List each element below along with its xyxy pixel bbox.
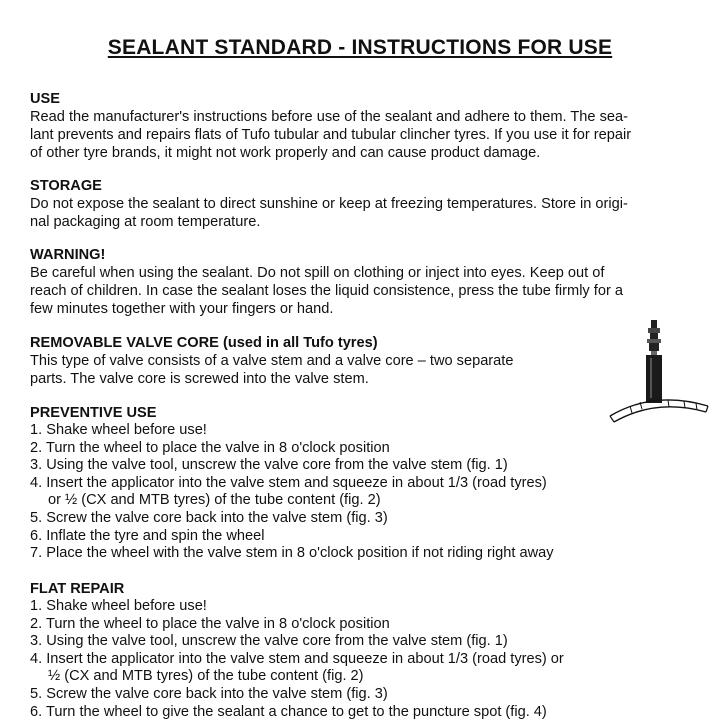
warning-heading: WARNING! xyxy=(30,247,106,263)
list-item: ½ (CX and MTB tyres) of the tube content (fig. 2) xyxy=(48,668,364,685)
list-item: 6. Turn the wheel to give the sealant a chance to get to the puncture spot (fig. 4) xyxy=(30,703,547,720)
flat-repair-heading: FLAT REPAIR xyxy=(30,581,125,597)
valve-core-heading: REMOVABLE VALVE CORE (used in all Tufo tyres) xyxy=(30,335,378,351)
storage-heading: STORAGE xyxy=(30,178,102,194)
list-item: 1. Shake wheel before use! xyxy=(30,598,207,614)
warning-line-2: reach of children. In case the sealant loses the liquid consistence, press the tube firmly for a xyxy=(30,283,623,299)
storage-line-1: Do not expose the sealant to direct sunshine or keep at freezing temperatures. Store in origi- xyxy=(30,196,628,212)
use-line-1: Read the manufacturer's instructions before use of the sealant and adhere to them. The sea- xyxy=(30,109,628,125)
warning-section xyxy=(30,246,708,318)
list-item: 3. Using the valve tool, unscrew the valve core from the valve stem (fig. 1) xyxy=(30,633,508,650)
valve-core-section xyxy=(30,334,610,388)
warning-line-3: few minutes together with your fingers or hand. xyxy=(30,301,334,317)
list-item: 5. Screw the valve core back into the valve stem (fig. 3) xyxy=(30,509,388,526)
list-item: 2. Turn the wheel to place the valve in 8 o'clock position xyxy=(30,615,390,632)
use-section xyxy=(30,90,708,162)
page-title: SEALANT STANDARD - INSTRUCTIONS FOR USE xyxy=(107,36,613,59)
flat-repair-list xyxy=(30,598,708,721)
use-line-2: lant prevents and repairs flats of Tufo tubular and tubular clincher tyres. If you use it for repair xyxy=(30,127,632,143)
list-item: 2. Turn the wheel to place the valve in 8 o'clock position xyxy=(30,439,390,456)
list-item: 4. Insert the applicator into the valve stem and squeeze in about 1/3 (road tyres) xyxy=(30,474,547,491)
storage-section xyxy=(30,177,708,231)
list-item: 3. Using the valve tool, unscrew the valve core from the valve stem (fig. 1) xyxy=(30,457,508,474)
use-heading: USE xyxy=(30,91,61,107)
list-item: 5. Screw the valve core back into the valve stem (fig. 3) xyxy=(30,685,388,702)
list-item: 7. Place the wheel with the valve stem in 8 o'clock position if not riding right away xyxy=(30,545,554,562)
warning-line-1: Be careful when using the sealant. Do not spill on clothing or inject into eyes. Keep out of xyxy=(30,265,605,281)
flat-repair-section xyxy=(30,580,708,721)
list-item: 6. Inflate the tyre and spin the wheel xyxy=(30,527,265,544)
preventive-use-list xyxy=(30,422,708,563)
list-item: 1. Shake wheel before use! xyxy=(30,422,207,438)
list-item: or ½ (CX and MTB tyres) of the tube content (fig. 2) xyxy=(48,492,381,509)
use-line-3: of other tyre brands, it might not work properly and can cause product damage. xyxy=(30,145,541,161)
storage-line-2: nal packaging at room temperature. xyxy=(30,214,261,230)
valve-core-line-2: parts. The valve core is screwed into the valve stem. xyxy=(30,371,369,387)
list-item: 4. Insert the applicator into the valve stem and squeeze in about 1/3 (road tyres) or xyxy=(30,650,564,667)
valve-core-line-1: This type of valve consists of a valve stem and a valve core – two separate xyxy=(30,353,514,369)
preventive-use-section xyxy=(30,404,708,563)
preventive-use-heading: PREVENTIVE USE xyxy=(30,405,157,421)
